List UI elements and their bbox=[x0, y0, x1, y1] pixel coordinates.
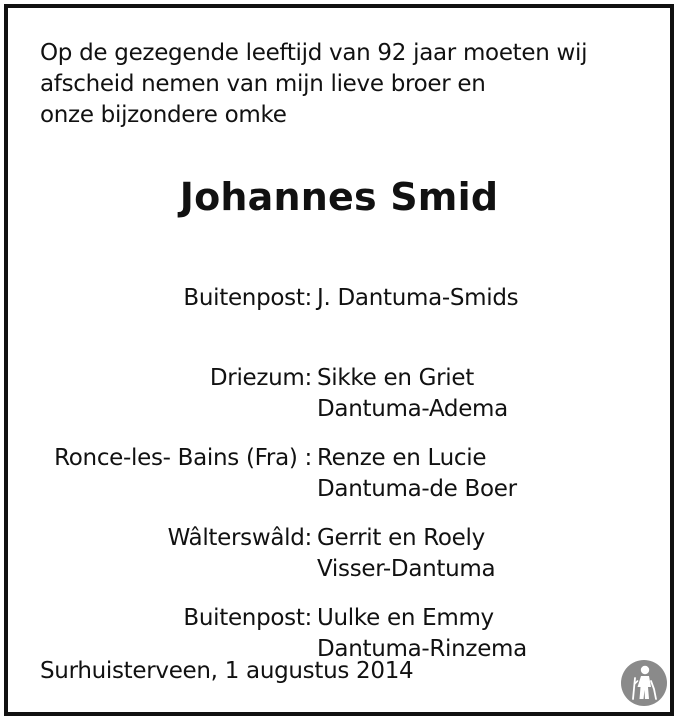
relative-names bbox=[317, 523, 495, 585]
relative-place: Wâlterswâld: bbox=[167, 525, 312, 551]
relative-name-line: Uulke en Emmy bbox=[317, 605, 494, 631]
relative-names bbox=[317, 363, 508, 425]
intro-line: onze bijzondere omke bbox=[40, 102, 287, 128]
relative-name-line: Dantuma-Rinzema bbox=[317, 636, 527, 662]
relative-place: Driezum: bbox=[209, 365, 312, 391]
relative-names bbox=[317, 283, 518, 314]
relative-name-line: J. Dantuma-Smids bbox=[317, 285, 519, 311]
relative-name-line: Renze en Lucie bbox=[317, 445, 487, 471]
relative-name-line: Sikke en Griet bbox=[317, 365, 474, 391]
relative-name-line: Gerrit en Roely bbox=[317, 525, 485, 551]
relative-entry bbox=[8, 283, 670, 363]
relative-entry bbox=[8, 443, 670, 523]
relative-name-line: Dantuma-Adema bbox=[317, 396, 508, 422]
relative-entry bbox=[8, 363, 670, 443]
relatives-list bbox=[8, 283, 670, 683]
intro-text bbox=[40, 38, 640, 131]
relative-place: Buitenpost: bbox=[183, 605, 312, 631]
relative-place: Ronce-les- Bains (Fra) : bbox=[54, 445, 312, 471]
relative-name-line: Dantuma-de Boer bbox=[317, 476, 517, 502]
closing-place-date: Surhuisterveen, 1 augustus 2014 bbox=[40, 658, 414, 684]
deceased-name: Johannes Smid bbox=[179, 175, 499, 219]
memorial-figure-icon bbox=[620, 659, 668, 707]
relative-names bbox=[317, 443, 517, 505]
relative-place: Buitenpost: bbox=[183, 285, 312, 311]
relative-entry bbox=[8, 523, 670, 603]
obituary-frame bbox=[4, 4, 674, 716]
relative-name-line: Visser-Dantuma bbox=[317, 556, 496, 582]
intro-line: afscheid nemen van mijn lieve broer en bbox=[40, 71, 486, 97]
intro-line: Op de gezegende leeftijd van 92 jaar moeten wij bbox=[40, 40, 588, 66]
